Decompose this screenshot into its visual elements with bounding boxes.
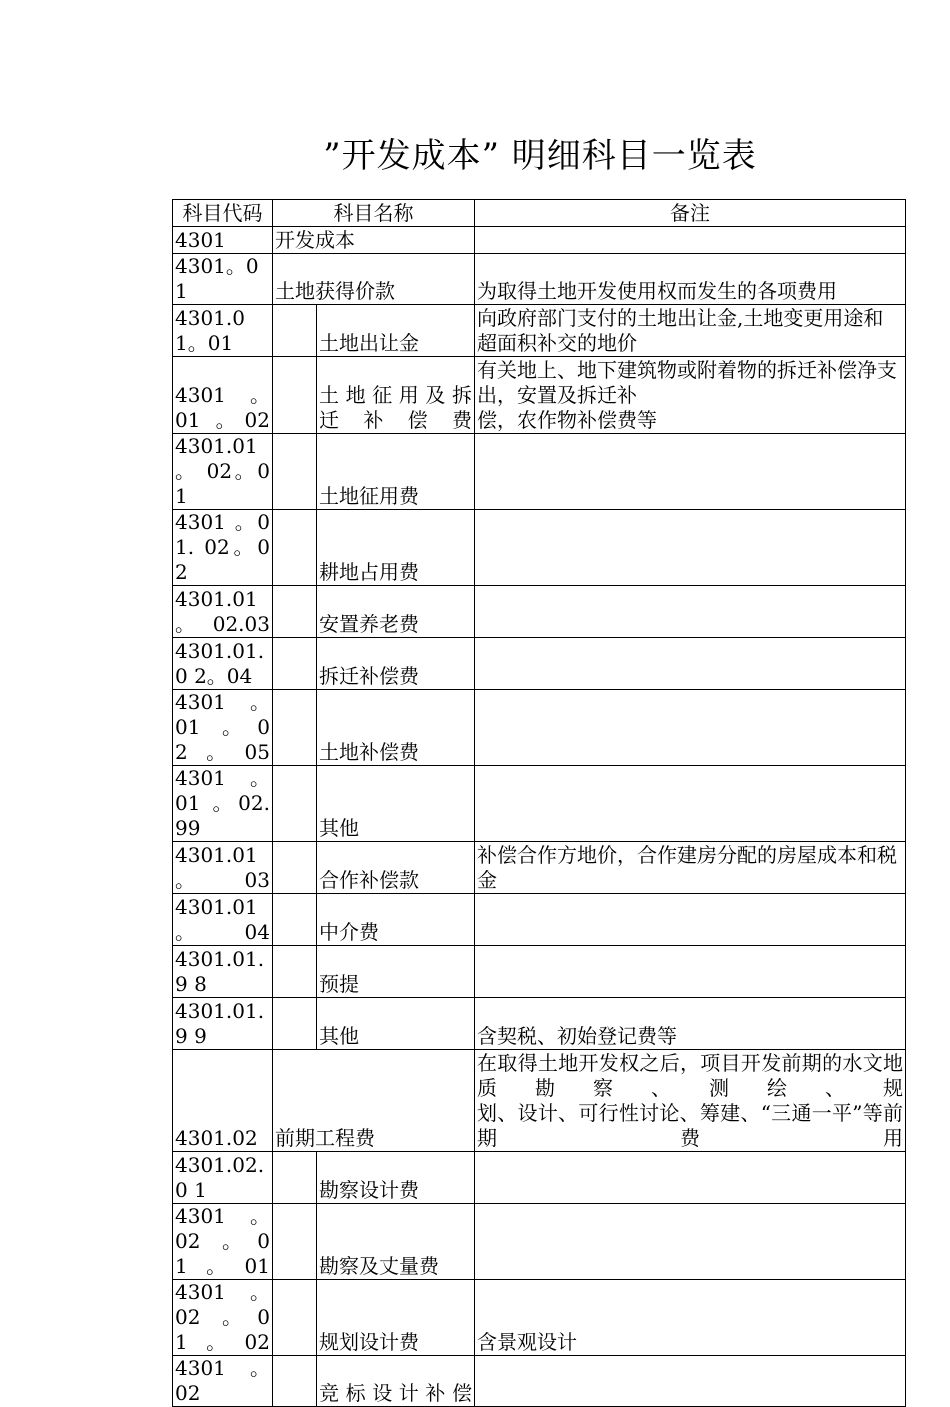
- indent-cell: [273, 946, 317, 998]
- indent-cell: [273, 638, 317, 690]
- header-code: 科目代码: [173, 200, 273, 227]
- row-code: 4301 。 02 。01。02: [173, 1280, 273, 1356]
- row-code: 4301.01 。 02。01: [173, 434, 273, 510]
- indent-cell: [273, 1152, 317, 1204]
- table-row: [173, 357, 906, 434]
- row-code: 4301 。 02 。01。01: [173, 1204, 273, 1280]
- row-note: [475, 434, 906, 510]
- table-row: [173, 842, 906, 894]
- row-note: 含契税、初始登记费等: [475, 998, 906, 1050]
- row-name: 预提: [317, 946, 475, 998]
- indent-cell: [273, 357, 317, 434]
- row-note: [475, 1152, 906, 1204]
- row-note: [475, 586, 906, 638]
- row-code: 4301.01.9 8: [173, 946, 273, 998]
- table-row: [173, 1280, 906, 1356]
- row-note: [475, 946, 906, 998]
- indent-cell: [273, 434, 317, 510]
- indent-cell: [273, 1280, 317, 1356]
- row-code: 4301 。 01 。02: [173, 357, 273, 434]
- table-row: [173, 254, 906, 305]
- row-note: [475, 510, 906, 586]
- row-name: 其他: [317, 998, 475, 1050]
- row-name: 耕地占用费: [317, 510, 475, 586]
- row-code: 4301 。01. 02。02: [173, 510, 273, 586]
- row-note: [475, 1356, 906, 1407]
- row-name: 土地征用费: [317, 434, 475, 510]
- row-note: [475, 766, 906, 842]
- row-note: 向政府部门支付的土地出让金,土地变更用途和超面积补交的地价: [475, 305, 906, 357]
- header-note: 备注: [475, 200, 906, 227]
- row-code: 4301.02: [173, 1050, 273, 1152]
- table-row: [173, 638, 906, 690]
- row-code: 4301.02.0 1: [173, 1152, 273, 1204]
- ledger-table: [172, 199, 906, 1407]
- row-name: 其他: [317, 766, 475, 842]
- indent-cell: [273, 766, 317, 842]
- row-code: 4301.01.0 2。04: [173, 638, 273, 690]
- table-row: [173, 227, 906, 254]
- indent-cell: [273, 1356, 317, 1407]
- row-name: 规划设计费: [317, 1280, 475, 1356]
- indent-cell: [273, 998, 317, 1050]
- table-row: [173, 305, 906, 357]
- indent-cell: [273, 690, 317, 766]
- table-row: [173, 766, 906, 842]
- row-note: [475, 894, 906, 946]
- row-name: 土地出让金: [317, 305, 475, 357]
- row-code: 4301。01: [173, 254, 273, 305]
- row-name: 前期工程费: [273, 1050, 475, 1152]
- indent-cell: [273, 894, 317, 946]
- indent-cell: [273, 305, 317, 357]
- row-code: 4301.01 。 02.03: [173, 586, 273, 638]
- table-row: [173, 690, 906, 766]
- row-note: 含景观设计: [475, 1280, 906, 1356]
- row-name: 土地补偿费: [317, 690, 475, 766]
- table-row: [173, 586, 906, 638]
- table-row: [173, 1152, 906, 1204]
- row-note: [475, 227, 906, 254]
- row-code: 4301.01 。 04: [173, 894, 273, 946]
- table-row: [173, 894, 906, 946]
- row-name: 土地获得价款: [273, 254, 475, 305]
- table-row: [173, 998, 906, 1050]
- row-name: 勘察设计费: [317, 1152, 475, 1204]
- row-name: 开发成本: [273, 227, 475, 254]
- indent-cell: [273, 586, 317, 638]
- row-name: 竞 标 设 计 补 偿: [317, 1356, 475, 1407]
- table-row: [173, 510, 906, 586]
- table-row: [173, 946, 906, 998]
- row-note: [475, 638, 906, 690]
- row-name: 拆迁补偿费: [317, 638, 475, 690]
- row-code: 4301.01 。 03: [173, 842, 273, 894]
- row-note: 为取得土地开发使用权而发生的各项费用: [475, 254, 906, 305]
- row-note: 补偿合作方地价，合作建房分配的房屋成本和税金: [475, 842, 906, 894]
- indent-cell: [273, 1204, 317, 1280]
- table-row: [173, 1204, 906, 1280]
- row-code: 4301.01.9 9: [173, 998, 273, 1050]
- row-note: 在取得土地开发权之后，项目开发前期的水文地质勘察、测绘、规 划、设计、可行性讨论、筹建、“三通一平”等前期费用: [475, 1050, 906, 1152]
- row-name: 勘察及丈量费: [317, 1204, 475, 1280]
- table-row: [173, 1050, 906, 1152]
- row-name: 合作补偿款: [317, 842, 475, 894]
- row-code: 4301.01。01: [173, 305, 273, 357]
- row-name: 安置养老费: [317, 586, 475, 638]
- indent-cell: [273, 842, 317, 894]
- row-name: 土 地 征 用 及 拆 迁补偿费: [317, 357, 475, 434]
- row-code: 4301 。 01 。02.99: [173, 766, 273, 842]
- row-code: 4301 。 01 。02。05: [173, 690, 273, 766]
- row-note: 有关地上、地下建筑物或附着物的拆迁补偿净支出，安置及拆迁补 偿，农作物补偿费等: [475, 357, 906, 434]
- page-title: ”开发成本” 明细科目一览表: [323, 136, 757, 176]
- row-code: 4301: [173, 227, 273, 254]
- row-note: [475, 690, 906, 766]
- indent-cell: [273, 510, 317, 586]
- table-row: [173, 1356, 906, 1407]
- table-row: [173, 434, 906, 510]
- header-name: 科目名称: [273, 200, 475, 227]
- row-name: 中介费: [317, 894, 475, 946]
- row-note: [475, 1204, 906, 1280]
- row-code: 4301 。 02: [173, 1356, 273, 1407]
